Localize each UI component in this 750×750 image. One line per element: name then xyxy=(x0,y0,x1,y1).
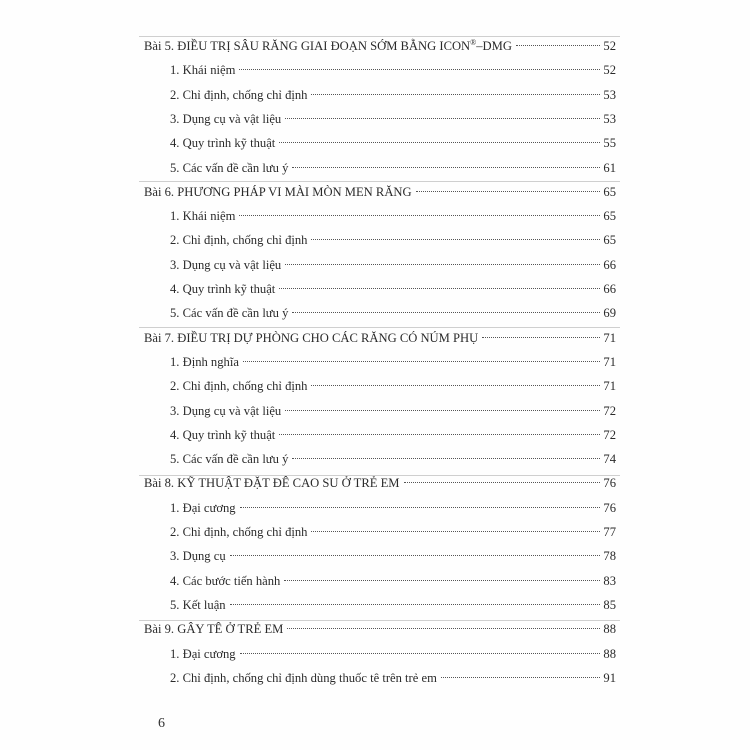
toc-section-row xyxy=(170,351,616,373)
toc-entry-title: 1. Đại cương xyxy=(170,646,236,661)
toc-section-row xyxy=(170,278,616,300)
toc-chapter-row xyxy=(144,618,616,640)
toc-page-number: 71 xyxy=(603,379,616,394)
toc-section-row xyxy=(170,545,616,567)
toc-chapter-row xyxy=(144,35,616,57)
toc-page-number: 52 xyxy=(603,39,616,53)
toc-entry-title: 1. Khái niệm xyxy=(170,63,236,78)
dot-leader xyxy=(482,337,600,338)
toc-entry-title: 5. Các vấn đề cần lưu ý xyxy=(170,306,289,321)
toc-page-number: 55 xyxy=(603,136,616,151)
toc-page-number: 76 xyxy=(603,476,616,491)
toc-entry-title: 3. Dụng cụ xyxy=(170,549,226,564)
page-number-footer: 6 xyxy=(158,716,165,731)
toc-page-number: 71 xyxy=(603,330,616,345)
toc-entry-title: Bài 5. ĐIỀU TRỊ SÂU RĂNG GIAI ĐOẠN SỚM BẰNG ICON®–DMG xyxy=(144,37,512,53)
toc-page-number: 52 xyxy=(603,63,616,78)
toc-section-row xyxy=(170,448,616,470)
toc-section-row xyxy=(170,84,616,106)
dot-leader xyxy=(239,215,600,216)
toc-section-row xyxy=(170,108,616,130)
dot-leader xyxy=(311,385,600,386)
toc-page-number: 83 xyxy=(603,573,616,588)
toc-section-row xyxy=(170,229,616,251)
toc-entry-title: 3. Dụng cụ và vật liệu xyxy=(170,257,282,272)
dot-leader xyxy=(284,580,600,581)
toc-page-number: 88 xyxy=(603,622,616,637)
dot-leader xyxy=(230,555,601,556)
toc-page-number: 78 xyxy=(603,549,616,564)
toc-entry-title: 3. Dụng cụ và vật liệu xyxy=(170,403,282,418)
dot-leader xyxy=(404,482,601,483)
dot-leader xyxy=(279,288,600,289)
dot-leader xyxy=(240,653,601,654)
toc-section-row xyxy=(170,59,616,81)
dot-leader xyxy=(416,191,601,192)
dot-leader xyxy=(287,628,600,629)
dot-leader xyxy=(292,458,600,459)
toc-entry-title: 4. Quy trình kỹ thuật xyxy=(170,427,276,442)
toc-page-number: 74 xyxy=(603,452,616,467)
toc-section-row xyxy=(170,132,616,154)
toc-entry-title: 5. Các vấn đề cần lưu ý xyxy=(170,160,289,175)
toc-section-row xyxy=(170,424,616,446)
toc-page-number: 66 xyxy=(603,257,616,272)
toc-page-number: 77 xyxy=(603,525,616,539)
dot-leader xyxy=(285,264,600,265)
dot-leader xyxy=(516,45,600,46)
toc-page-number: 76 xyxy=(603,500,616,515)
toc-section-row xyxy=(170,667,616,689)
toc-page-number: 72 xyxy=(603,427,616,442)
toc-entry-title: Bài 6. PHƯƠNG PHÁP VI MÀI MÒN MEN RĂNG xyxy=(144,184,412,199)
toc-page-number: 66 xyxy=(603,282,616,296)
toc-section-row xyxy=(170,594,616,616)
toc-entry-title: 1. Khái niệm xyxy=(170,209,236,224)
toc-section-row xyxy=(170,302,616,324)
toc-entry-title: 2. Chỉ định, chống chỉ định xyxy=(170,87,308,102)
toc-section-row xyxy=(170,205,616,227)
toc-entry-title: Bài 7. ĐIỀU TRỊ DỰ PHÒNG CHO CÁC RĂNG CÓ NÚM PHỤ xyxy=(144,330,479,345)
toc-entry-title: 4. Quy trình kỹ thuật xyxy=(170,136,276,151)
toc-entry-title: 4. Quy trình kỹ thuật xyxy=(170,282,276,296)
toc-chapter-row xyxy=(144,327,616,349)
toc-entry-title: 2. Chỉ định, chống chỉ định dùng thuốc tê trên trẻ em xyxy=(170,670,437,685)
toc-section-row xyxy=(170,521,616,543)
toc-page-number: 61 xyxy=(603,160,616,175)
toc-entry-title: Bài 8. KỸ THUẬT ĐẶT ĐÊ CAO SU Ở TRẺ EM xyxy=(144,476,400,491)
toc-entry-title: 1. Đại cương xyxy=(170,500,236,515)
toc-section-row xyxy=(170,643,616,665)
toc-page-number: 53 xyxy=(603,111,616,126)
toc-entry-title: 3. Dụng cụ và vật liệu xyxy=(170,111,282,126)
toc-page-number: 65 xyxy=(603,209,616,224)
toc-chapter-row xyxy=(144,472,616,494)
dot-leader xyxy=(311,239,600,240)
toc-entry-title: 4. Các bước tiến hành xyxy=(170,573,281,588)
toc-page-number: 65 xyxy=(603,233,616,248)
toc-page-number: 65 xyxy=(603,184,616,199)
toc-page-number: 71 xyxy=(603,354,616,369)
toc-entry-title: 2. Chỉ định, chống chỉ định xyxy=(170,379,308,394)
toc-entry-title: Bài 9. GÂY TÊ Ở TRẺ EM xyxy=(144,622,284,637)
toc-entry-title: 5. Các vấn đề cần lưu ý xyxy=(170,452,289,467)
dot-leader xyxy=(279,142,600,143)
toc-entry-title: 2. Chỉ định, chống chỉ định xyxy=(170,233,308,248)
toc-entry-title: 2. Chỉ định, chống chỉ định xyxy=(170,525,308,539)
toc-page-number: 85 xyxy=(603,597,616,612)
toc-page-number: 69 xyxy=(603,306,616,321)
toc-page-number: 72 xyxy=(603,403,616,418)
toc-entry-title: 5. Kết luận xyxy=(170,597,226,612)
toc-page-number: 88 xyxy=(603,646,616,661)
dot-leader xyxy=(285,118,600,119)
toc-entry-title: 1. Định nghĩa xyxy=(170,354,239,369)
toc-section-row xyxy=(170,375,616,397)
dot-leader xyxy=(292,312,600,313)
toc-page-number: 91 xyxy=(603,670,616,685)
dot-leader xyxy=(230,604,601,605)
toc-chapter-row xyxy=(144,181,616,203)
dot-leader xyxy=(243,361,600,362)
dot-leader xyxy=(240,507,601,508)
toc-section-row xyxy=(170,157,616,179)
dot-leader xyxy=(239,69,600,70)
dot-leader xyxy=(285,410,600,411)
toc-section-row xyxy=(170,570,616,592)
toc-section-row xyxy=(170,497,616,519)
toc-section-row xyxy=(170,254,616,276)
dot-leader xyxy=(292,167,600,168)
toc-page-number: 53 xyxy=(603,87,616,102)
dot-leader xyxy=(279,434,600,435)
dot-leader xyxy=(311,531,600,532)
dot-leader xyxy=(441,677,601,678)
toc-section-row xyxy=(170,400,616,422)
dot-leader xyxy=(311,94,600,95)
